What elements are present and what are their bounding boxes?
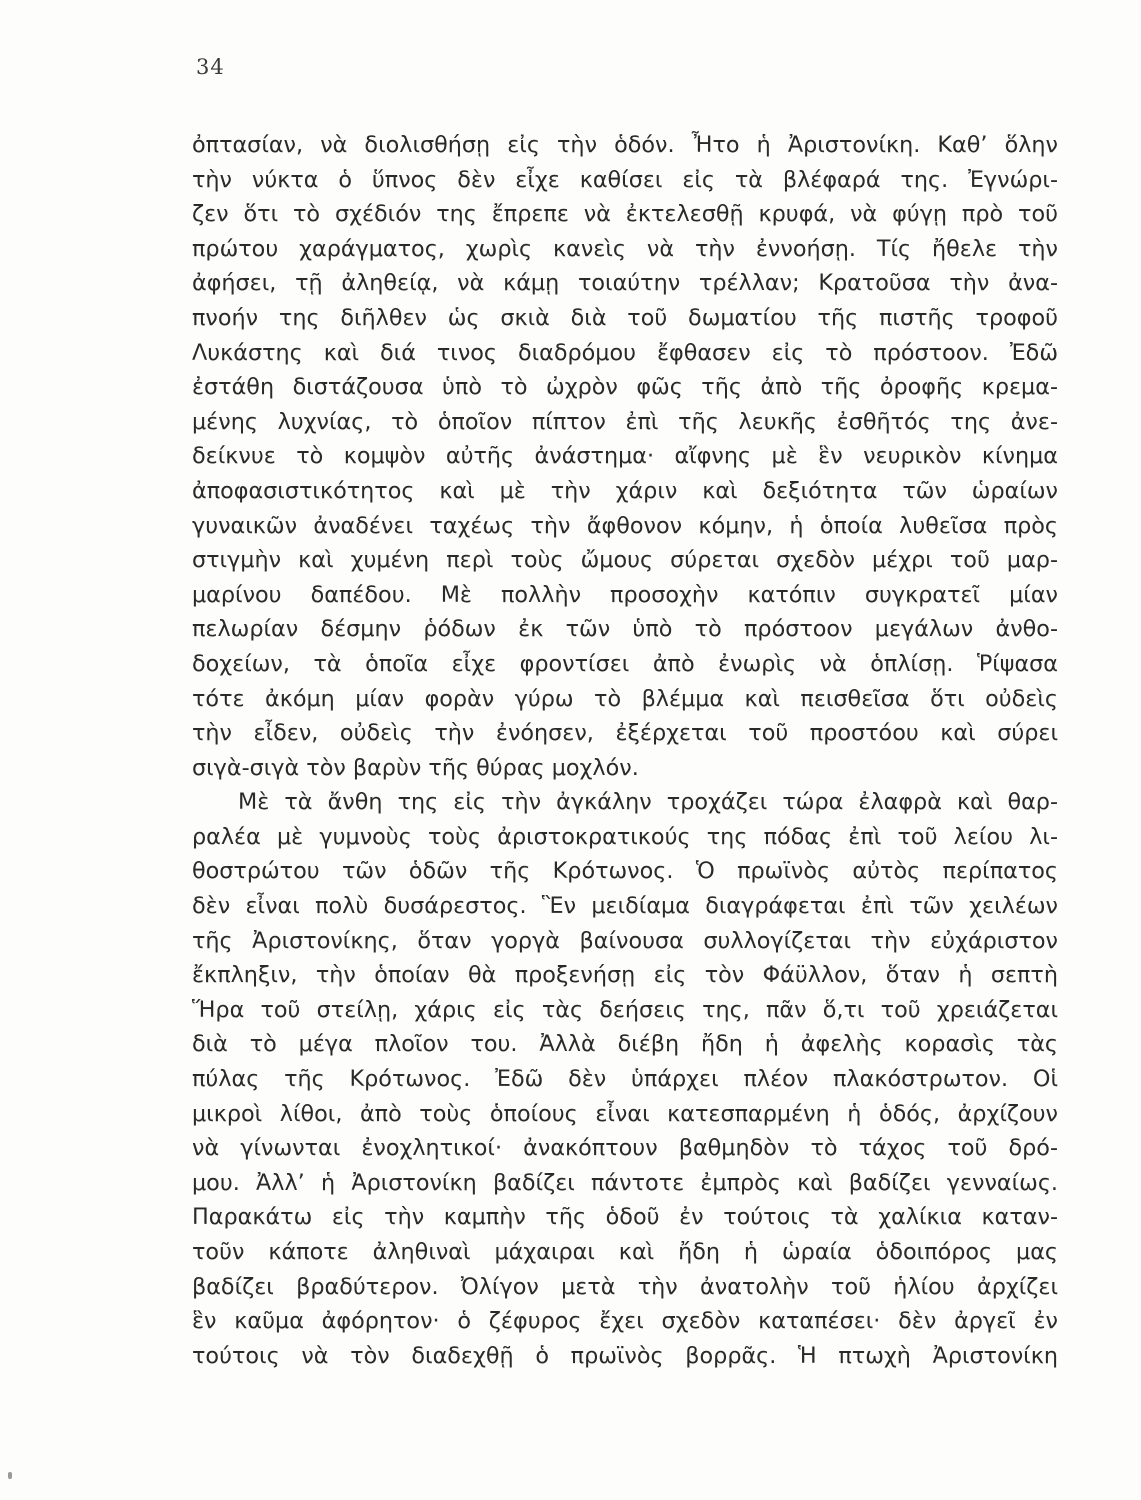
- text-line: θοστρώτου τῶν ὁδῶν τῆς Κρότωνος. Ὁ πρωϊνὸς αὐτὸς περίπατος: [192, 858, 1058, 885]
- text-line: διὰ τὸ μέγα πλοῖον του. Ἀλλὰ διέβη ἤδη ἡ ἀφελὴς κορασὶς τὰς: [192, 1031, 1058, 1058]
- text-line: δὲν εἶναι πολὺ δυσάρεστος. Ἓν μειδίαμα διαγράφεται ἐπὶ τῶν χειλέων: [192, 893, 1058, 920]
- text-line: ἔκπληξιν, τὴν ὁποίαν θὰ προξενήσῃ εἰς τὸν Φάϋλλον, ὅταν ἡ σεπτὴ: [192, 962, 1058, 989]
- text-line: πύλας τῆς Κρότωνος. Ἐδῶ δὲν ὑπάρχει πλέον πλακόστρωτον. Οἱ: [192, 1066, 1058, 1093]
- text-line: πελωρίαν δέσμην ῥόδων ἐκ τῶν ὑπὸ τὸ πρόστοον μεγάλων ἀνθο-: [192, 616, 1058, 643]
- text-line: τότε ἀκόμη μίαν φορὰν γύρω τὸ βλέμμα καὶ πεισθεῖσα ὅτι οὐδεὶς: [192, 685, 1058, 712]
- text-line: ζεν ὅτι τὸ σχέδιόν της ἔπρεπε νὰ ἐκτελεσθῇ κρυφά, νὰ φύγῃ πρὸ τοῦ: [192, 201, 1058, 228]
- text-line: Μὲ τὰ ἄνθη της εἰς τὴν ἀγκάλην τροχάζει τώρα ἐλαφρὰ καὶ θαρ-: [238, 789, 1058, 816]
- text-line: ὀπτασίαν, νὰ διολισθήσῃ εἰς τὴν ὁδόν. Ἦτο ἡ Ἀριστονίκη. Καθ’ ὅλην: [192, 132, 1058, 158]
- text-line: πνοήν της διῆλθεν ὡς σκιὰ διὰ τοῦ δωματίου τῆς πιστῆς τροφοῦ: [192, 304, 1058, 331]
- text-line: ἓν καῦμα ἀφόρητον· ὁ ζέφυρος ἔχει σχεδὸν καταπέσει· δὲν ἀργεῖ ἐν: [192, 1308, 1058, 1335]
- text-line: στιγμὴν καὶ χυμένη περὶ τοὺς ὤμους σύρεται σχεδὸν μέχρι τοῦ μαρ-: [192, 547, 1058, 574]
- text-line: Παρακάτω εἰς τὴν καμπὴν τῆς ὁδοῦ ἐν τούτοις τὰ χαλίκια καταν-: [192, 1204, 1058, 1231]
- text-line: βαδίζει βραδύτερον. Ὀλίγον μετὰ τὴν ἀνατολὴν τοῦ ἡλίου ἀρχίζει: [192, 1273, 1058, 1300]
- text-line: γυναικῶν ἀναδένει ταχέως τὴν ἄφθονον κόμην, ἡ ὁποία λυθεῖσα πρὸς: [192, 512, 1058, 539]
- text-line: δοχείων, τὰ ὁποῖα εἶχε φροντίσει ἀπὸ ἐνωρὶς νὰ ὁπλίσῃ. Ῥίψασα: [192, 650, 1058, 677]
- text-line: ἀποφασιστικότητος καὶ μὲ τὴν χάριν καὶ δεξιότητα τῶν ὡραίων: [192, 477, 1058, 504]
- text-line: σιγὰ-σιγὰ τὸν βαρὺν τῆς θύρας μοχλόν.: [192, 754, 639, 781]
- text-line: τοῦν κάποτε ἀληθιναὶ μάχαιραι καὶ ἤδη ἡ ὡραία ὁδοιπόρος μας: [192, 1239, 1058, 1265]
- text-line: ἀφήσει, τῇ ἀληθείᾳ, νὰ κάμῃ τοιαύτην τρέλλαν; Κρατοῦσα τὴν ἀνα-: [192, 270, 1058, 297]
- text-line: τὴν νύκτα ὁ ὕπνος δὲν εἶχε καθίσει εἰς τὰ βλέφαρά της. Ἐγνώρι-: [192, 166, 1058, 193]
- text-line: Ἥρα τοῦ στείλῃ, χάρις εἰς τὰς δεήσεις της, πᾶν ὅ,τι τοῦ χρειάζεται: [192, 996, 1058, 1023]
- text-line: πρώτου χαράγματος, χωρὶς κανεὶς νὰ τὴν ἐννοήσῃ. Τίς ἤθελε τὴν: [192, 235, 1058, 262]
- text-line: τούτοις νὰ τὸν διαδεχθῇ ὁ πρωϊνὸς βορρᾶς. Ἡ πτωχὴ Ἀριστονίκη: [192, 1342, 1058, 1369]
- text-line: νὰ γίνωνται ἐνοχλητικοί· ἀνακόπτουν βαθμηδὸν τὸ τάχος τοῦ δρό-: [192, 1135, 1058, 1162]
- text-line: ραλέα μὲ γυμνοὺς τοὺς ἀριστοκρατικούς της πόδας ἐπὶ τοῦ λείου λι-: [192, 823, 1058, 850]
- text-line: μαρίνου δαπέδου. Μὲ πολλὴν προσοχὴν κατόπιν συγκρατεῖ μίαν: [192, 581, 1058, 608]
- text-line: μικροὶ λίθοι, ἀπὸ τοὺς ὁποίους εἶναι κατεσπαρμένη ἡ ὁδός, ἀρχίζουν: [192, 1100, 1058, 1127]
- body-text: [192, 128, 1058, 1373]
- text-line: μου. Ἀλλ’ ἡ Ἀριστονίκη βαδίζει πάντοτε ἐμπρὸς καὶ βαδίζει γενναίως.: [192, 1169, 1058, 1196]
- text-line: ἐστάθη διστάζουσα ὑπὸ τὸ ὠχρὸν φῶς τῆς ἀπὸ τῆς ὀροφῆς κρεμα-: [192, 374, 1058, 401]
- text-line: τῆς Ἀριστονίκης, ὅταν γοργὰ βαίνουσα συλλογίζεται τὴν εὐχάριστον: [192, 927, 1058, 954]
- text-line: δείκνυε τὸ κομψὸν αὐτῆς ἀνάστημα· αἴφνης μὲ ἓν νευρικὸν κίνημα: [192, 443, 1058, 470]
- paper-speck: [8, 1472, 12, 1479]
- text-line: μένης λυχνίας, τὸ ὁποῖον πίπτον ἐπὶ τῆς λευκῆς ἐσθῆτός της ἀνε-: [192, 408, 1058, 435]
- page-number: 34: [196, 55, 225, 79]
- text-line: τὴν εἶδεν, οὐδεὶς τὴν ἐνόησεν, ἐξέρχεται τοῦ προστόου καὶ σύρει: [192, 720, 1058, 747]
- text-line: Λυκάστης καὶ διά τινος διαδρόμου ἔφθασεν εἰς τὸ πρόστοον. Ἐδῶ: [192, 339, 1058, 366]
